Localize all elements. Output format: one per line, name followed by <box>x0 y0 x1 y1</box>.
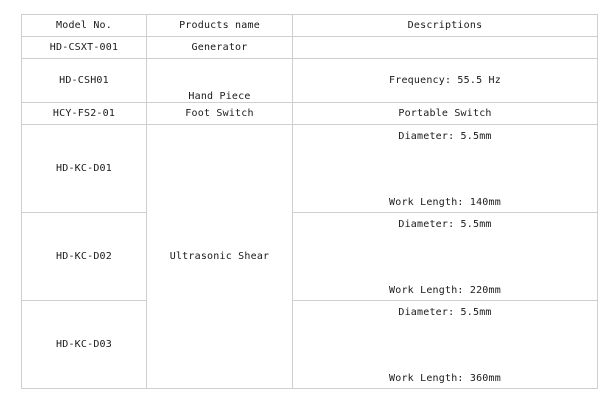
work-length-text: Work Length: 140mm <box>389 197 501 208</box>
header-descriptions: Descriptions <box>293 15 598 37</box>
table-row <box>22 37 598 59</box>
description-cell <box>293 213 598 301</box>
model-cell: HD-CSXT-001 <box>22 37 147 59</box>
header-model-no: Model No. <box>22 15 147 37</box>
model-cell: HD-CSH01 <box>22 59 147 103</box>
description-cell: Portable Switch <box>293 103 598 125</box>
work-length-text: Work Length: 220mm <box>389 285 501 296</box>
diameter-text: Diameter: 5.5mm <box>398 219 492 230</box>
description-cell <box>293 125 598 213</box>
description-cell <box>293 37 598 59</box>
table-row <box>22 213 598 301</box>
model-cell: HD-KC-D01 <box>22 125 147 213</box>
header-products-name: Products name <box>147 15 293 37</box>
diameter-text: Diameter: 5.5mm <box>398 307 492 318</box>
diameter-text: Diameter: 5.5mm <box>398 131 492 142</box>
product-cell: Generator <box>147 37 293 59</box>
shared-product-cell: Ultrasonic Shear <box>147 125 293 389</box>
product-cell: Foot Switch <box>147 103 293 125</box>
model-cell: HD-KC-D03 <box>22 301 147 389</box>
table-row <box>22 59 598 103</box>
table-row <box>22 125 598 213</box>
description-cell <box>293 301 598 389</box>
product-cell: Hand Piece <box>147 59 293 103</box>
model-cell: HCY-FS2-01 <box>22 103 147 125</box>
table-header-row <box>22 15 598 37</box>
table-row <box>22 103 598 125</box>
product-spec-table <box>21 14 598 389</box>
table-row <box>22 301 598 389</box>
description-cell: Frequency: 55.5 Hz <box>293 59 598 103</box>
model-cell: HD-KC-D02 <box>22 213 147 301</box>
work-length-text: Work Length: 360mm <box>389 373 501 384</box>
